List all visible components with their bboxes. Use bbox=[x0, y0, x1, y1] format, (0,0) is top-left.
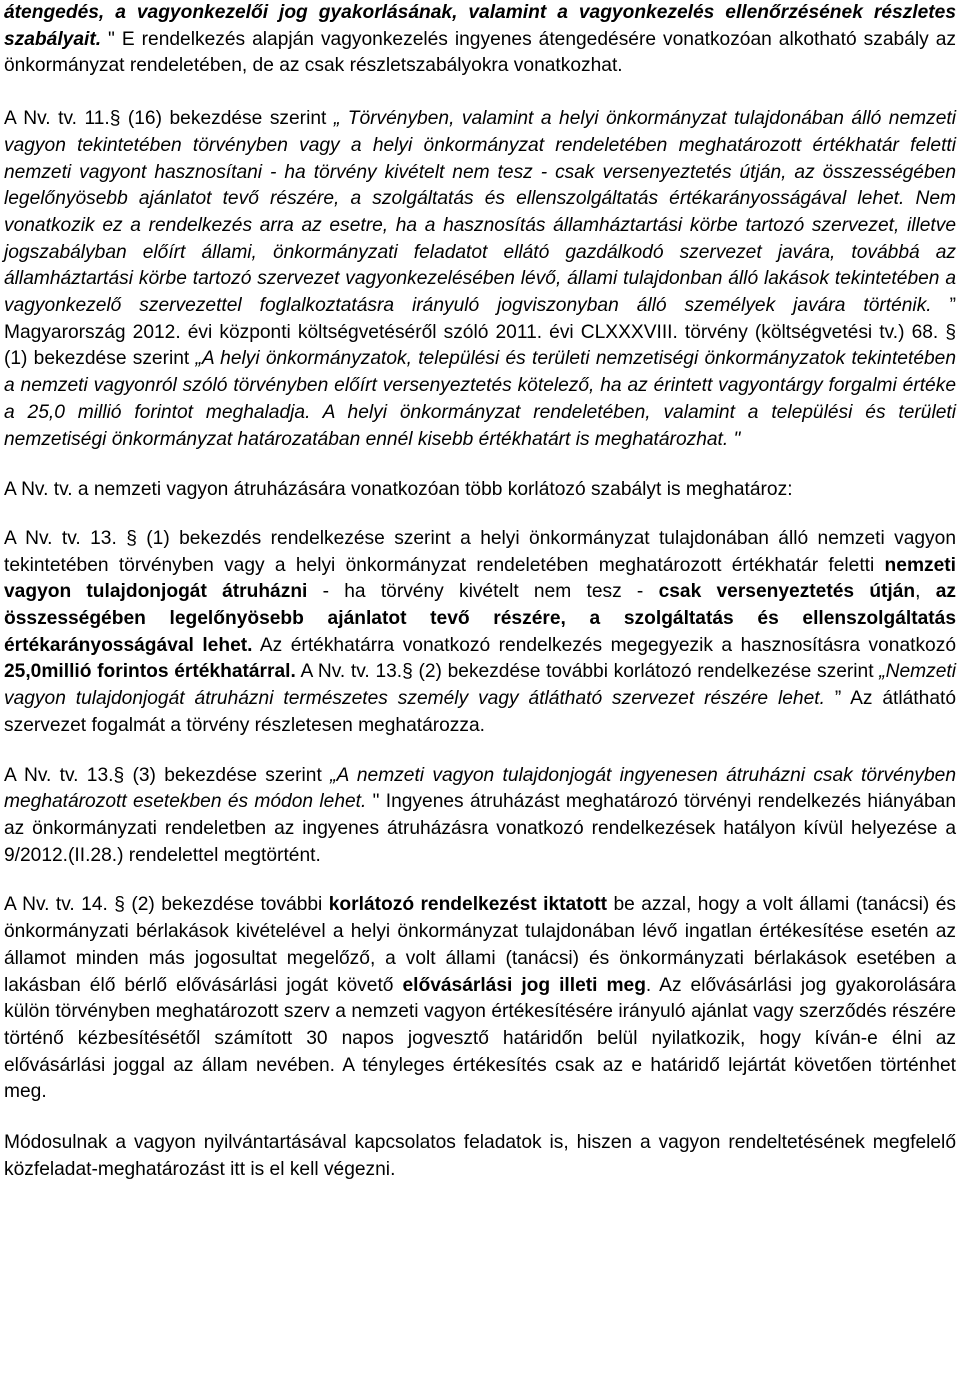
paragraph-3 bbox=[4, 477, 956, 504]
paragraph-6-text-2: be azzal, hogy a volt állami (tanácsi) és önkormányzati bérlakások kivételével a helyi önkormányzat tulajdonában lévő ingatlan értékesítése esetén az államot minden más jogosultat megelőző, a volt állami (tanácsi) és önkormányzati bérlakások esetében a lakásban élő bérlő elővásárlási jogát követő bbox=[4, 894, 956, 996]
paragraph-4-text-5: A Nv. tv. 13.§ (2) bekezdése további korlátozó rendelkezése szerint bbox=[295, 661, 880, 683]
paragraph-6-text-3: . Az elővásárlási jog gyakorolására külön törvényben meghatározott szerv a nemzeti vagyon értékesítésére irányuló ajánlat vagy szerződés részére történő kézbesítésétől számított 30 napos jogvesztő határidőn belül nyilatkozik, hogy kíván-e élni az elővásárlási joggal az állam nevében. A tényleges értékesítés csak az e határidő lejártát követően történhet meg. bbox=[4, 974, 956, 1103]
paragraph-1 bbox=[4, 0, 956, 80]
paragraph-5-quote: „A nemzeti vagyon tulajdonjogát ingyenesen átruházni csak törvényben meghatározott esetekben és módon lehet. bbox=[4, 764, 956, 813]
paragraph-7 bbox=[4, 1130, 956, 1183]
paragraph-5-intro: A Nv. tv. 13.§ (3) bekezdése szerint bbox=[4, 764, 331, 786]
paragraph-6 bbox=[4, 892, 956, 1106]
paragraph-4-text-2: - ha törvény kivételt nem tesz - bbox=[307, 581, 659, 603]
paragraph-1-text: " E rendelkezés alapján vagyonkezelés ingyenes átengedésére vonatkozóan alkotható szabály az önkormányzat rendeletében, de az csak részletszabályokra vonatkozhat. bbox=[4, 28, 956, 77]
paragraph-4-text-4: Az értékhatárra vonatkozó rendelkezés megegyezik a hasznosításra vonatkozó bbox=[252, 634, 956, 656]
paragraph-2-reference: ” Magyarország 2012. évi központi költségvetéséről szóló 2011. évi CLXXXVIII. törvény (költségvetési tv.) 68. § (1) bekezdése szerint bbox=[4, 295, 956, 370]
paragraph-2-quote-1: „ Törvényben, valamint a helyi önkormányzat tulajdonában álló nemzeti vagyon tekintetében törvényben vagy a helyi önkormányzat rendeletében meghatározott értékhatár feletti nemzeti vagyont hasznosítani - ha törvény kivételt nem tesz - csak versenyeztetés útján, az összességében legelőnyösebb ajánlatot tevő részére, a szolgáltatás és ellenszolgáltatás értékarányosságával lehet. bbox=[4, 108, 956, 210]
paragraph-4-text-3: , bbox=[915, 581, 936, 603]
paragraph-4-bold-4: 25,0millió forintos értékhatárral. bbox=[4, 661, 296, 683]
paragraph-4-bold-3: az összességében legelőnyösebb ajánlatot tevő részére, a szolgáltatás és ellenszolgáltatás értékarányosságával lehet. bbox=[4, 581, 956, 656]
paragraph-3-text: A Nv. tv. a nemzeti vagyon átruházására vonatkozóan több korlátozó szabályt is meghatároz: bbox=[4, 479, 793, 501]
paragraph-5-text: " Ingyenes átruházást meghatározó törvényi rendelkezés hiányában az önkormányzati rendeletben az ingyenes átruházásra vonatkozó rendelkezések hatályon kívül helyezése a 9/2012.(II.28.) rendelettel megtörtént. bbox=[4, 791, 956, 866]
paragraph-2 bbox=[4, 106, 956, 453]
paragraph-7-text: Módosulnak a vagyon nyilvántartásával kapcsolatos feladatok is, hiszen a vagyon rendeltetésének megfelelő közfeladat-meghatározást itt is el kell végezni. bbox=[4, 1132, 956, 1180]
paragraph-6-text-1: A Nv. tv. 14. § (2) bekezdése további bbox=[4, 894, 329, 916]
paragraph-4-quote: „Nemzeti vagyon tulajdonjogát átruházni természetes személy vagy átlátható szervezet részére lehet. bbox=[4, 661, 956, 710]
paragraph-6-bold-1: korlátozó rendelkezést iktatott bbox=[328, 894, 608, 916]
paragraph-1-heading: átengedés, a vagyonkezelői jog gyakorlásának, valamint a vagyonkezelés ellenőrzésének részletes szabályait. bbox=[4, 2, 956, 50]
paragraph-4-bold-2: csak versenyeztetés útján bbox=[658, 581, 916, 603]
paragraph-2-quote-2: Nem vonatkozik ez a rendelkezés arra az esetre, ha a hasznosítás államháztartási körbe tartozó szervezet, illetve jogszabályban előírt állami, önkormányzati feladatot ellátó gazdálkodó szervezet javára, továbbá az államháztartási körbe tartozó szervezet vagyonkezelésében lévő, állami tulajdonban álló lakások tekintetében a vagyonkezelő szervezettel foglalkoztatásra irányuló jogviszonyban álló személyek javára történik. bbox=[4, 188, 956, 317]
paragraph-4-text-6: ” Az átlátható szervezet fogalmát a törvény részletesen meghatározza. bbox=[4, 688, 956, 736]
paragraph-6-bold-2: elővásárlási jog illeti meg bbox=[402, 974, 646, 996]
paragraph-2-quote-3: „A helyi önkormányzatok, települési és területi nemzetiségi önkormányzatok tekintetében a nemzeti vagyonról szóló törvényben előírt versenyeztetés kötelező, ha az érintett vagyontárgy forgalmi értéke a 25,0 millió forintot meghaladja. A helyi önkormányzat rendeletében, valamint a települési és területi nemzetiségi önkormányzat határozatában ennél kisebb értékhatárt is meghatározhat. " bbox=[4, 348, 956, 450]
paragraph-4-text-1: A Nv. tv. 13. § (1) bekezdés rendelkezése szerint a helyi önkormányzat tulajdonában álló nemzeti vagyon tekintetében törvényben vagy a helyi önkormányzat rendeletében meghatározott értékhatár feletti bbox=[4, 527, 956, 576]
paragraph-4-bold-1: nemzeti vagyon tulajdonjogát átruházni bbox=[4, 554, 956, 603]
paragraph-4 bbox=[4, 526, 956, 740]
paragraph-5 bbox=[4, 763, 956, 870]
paragraph-2-intro: A Nv. tv. 11.§ (16) bekezdése szerint bbox=[4, 108, 334, 130]
